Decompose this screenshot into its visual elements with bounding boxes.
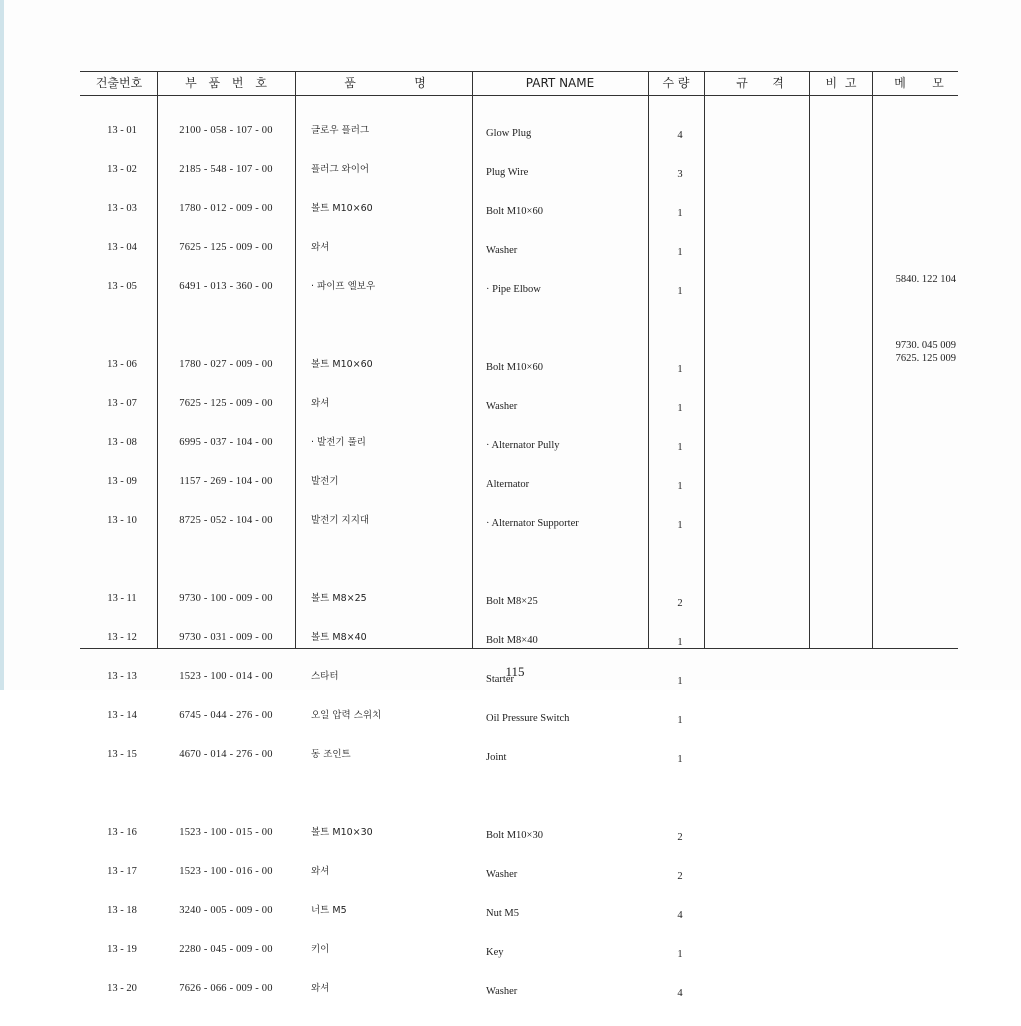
- col-divider: [295, 71, 296, 649]
- part-no: 1780 - 012 - 009 - 00: [179, 203, 273, 214]
- assembly-no: 13 - 10: [107, 515, 137, 526]
- korean-name-column: [311, 98, 461, 1021]
- korean-name: 와셔: [311, 983, 330, 994]
- part-no: 9730 - 031 - 009 - 00: [179, 632, 273, 643]
- assembly-no: 13 - 16: [107, 827, 137, 838]
- korean-name: 스타터: [311, 671, 339, 682]
- part-no: 3240 - 005 - 009 - 00: [179, 905, 273, 916]
- assembly-no-column: [92, 98, 152, 1021]
- memo-cell: 7625. 125 009: [895, 353, 956, 364]
- page-edge: [0, 0, 4, 690]
- assembly-no: 13 - 09: [107, 476, 137, 487]
- assembly-no: 13 - 05: [107, 281, 137, 292]
- assembly-no: 13 - 03: [107, 203, 137, 214]
- quantity: 2: [677, 832, 683, 843]
- part-no: 6491 - 013 - 360 - 00: [179, 281, 273, 292]
- part-no: 7625 - 125 - 009 - 00: [179, 242, 273, 253]
- quantity: 4: [677, 988, 683, 999]
- part-no: 1523 - 100 - 014 - 00: [179, 671, 273, 682]
- korean-name: 키이: [311, 944, 330, 955]
- header-name-ko-2: 명: [414, 76, 426, 90]
- korean-name: 발전기 지지대: [311, 515, 370, 526]
- part-no: 2280 - 045 - 009 - 00: [179, 944, 273, 955]
- part-name: Bolt M10×30: [486, 830, 543, 841]
- quantity: 2: [677, 598, 683, 609]
- part-name: Bolt M10×60: [486, 362, 543, 373]
- quantity: 4: [677, 910, 683, 921]
- part-name: Key: [486, 947, 504, 958]
- col-divider: [648, 71, 649, 649]
- assembly-no: 13 - 14: [107, 710, 137, 721]
- part-name: Oil Pressure Switch: [486, 713, 570, 724]
- korean-name: 오일 압력 스위치: [311, 710, 382, 721]
- part-name: Washer: [486, 986, 518, 997]
- quantity: 2: [677, 871, 683, 882]
- part-name: Washer: [486, 401, 518, 412]
- assembly-no: 13 - 04: [107, 242, 137, 253]
- part-no: 8725 - 052 - 104 - 00: [179, 515, 273, 526]
- part-no: 2100 - 058 - 107 - 00: [179, 125, 273, 136]
- assembly-no: 13 - 17: [107, 866, 137, 877]
- assembly-no: 13 - 12: [107, 632, 137, 643]
- memo-cell: 5840. 122 104: [895, 274, 956, 285]
- memo-cell: 9730. 045 009: [895, 340, 956, 351]
- part-name: Starter: [486, 674, 514, 685]
- korean-name: 동 조인트: [311, 749, 351, 760]
- assembly-no: 13 - 02: [107, 164, 137, 175]
- quantity: 1: [677, 403, 683, 414]
- part-name: Washer: [486, 869, 518, 880]
- part-name: Alternator: [486, 479, 530, 490]
- korean-name: · 파이프 엘보우: [311, 281, 376, 292]
- col-divider: [157, 71, 158, 649]
- korean-name: 플러그 와이어: [311, 164, 370, 175]
- quantity: 1: [677, 247, 683, 258]
- part-name: Joint: [486, 752, 507, 763]
- col-divider: [704, 71, 705, 649]
- header-memo-1: 메: [894, 76, 906, 90]
- quantity: 1: [677, 442, 683, 453]
- quantity: 3: [677, 169, 683, 180]
- quantity: 1: [677, 286, 683, 297]
- part-no: 1523 - 100 - 016 - 00: [179, 866, 273, 877]
- col-divider: [809, 71, 810, 649]
- header-part-no: 부 품 번 호: [185, 76, 267, 90]
- part-no: 1780 - 027 - 009 - 00: [179, 359, 273, 370]
- header-quantity: 수 량: [662, 76, 690, 90]
- part-name: · Alternator Supporter: [486, 518, 579, 529]
- korean-name: 와셔: [311, 866, 330, 877]
- part-no: 7625 - 125 - 009 - 00: [179, 398, 273, 409]
- korean-name: 발전기: [311, 476, 339, 487]
- assembly-no: 13 - 20: [107, 983, 137, 994]
- header-part-name: PART NAME: [525, 76, 595, 90]
- part-no: 4670 - 014 - 276 - 00: [179, 749, 273, 760]
- assembly-no: 13 - 19: [107, 944, 137, 955]
- assembly-no: 13 - 18: [107, 905, 137, 916]
- korean-name: 글로우 플러그: [311, 125, 370, 136]
- part-no: 2185 - 548 - 107 - 00: [179, 164, 273, 175]
- part-name: Nut M5: [486, 908, 519, 919]
- assembly-no: 13 - 11: [107, 593, 137, 604]
- header-remarks: 비 고: [825, 76, 857, 90]
- part-no: 1157 - 269 - 104 - 00: [179, 476, 273, 487]
- quantity: 1: [677, 481, 683, 492]
- assembly-no: 13 - 06: [107, 359, 137, 370]
- part-name: · Pipe Elbow: [486, 284, 541, 295]
- quantity: 4: [677, 130, 683, 141]
- korean-name: 볼트 M8×25: [311, 593, 367, 604]
- part-name-column: [486, 101, 646, 1024]
- part-name: Bolt M10×60: [486, 206, 543, 217]
- quantity: 1: [677, 754, 683, 765]
- part-no: 1523 - 100 - 015 - 00: [179, 827, 273, 838]
- quantity: 1: [677, 520, 683, 531]
- quantity: 1: [677, 637, 683, 648]
- header-spec-1: 규: [736, 76, 748, 90]
- korean-name: 너트 M5: [311, 905, 347, 916]
- header-name-ko-1: 품: [344, 76, 356, 90]
- header-spec-2: 격: [772, 76, 784, 90]
- page-number: 115: [505, 664, 525, 679]
- part-name: Glow Plug: [486, 128, 532, 139]
- assembly-no: 13 - 13: [107, 671, 137, 682]
- assembly-no: 13 - 15: [107, 749, 137, 760]
- assembly-no: 13 - 08: [107, 437, 137, 448]
- part-no: 7626 - 066 - 009 - 00: [179, 983, 273, 994]
- quantity: 1: [677, 676, 683, 687]
- table-header-rule: [80, 95, 958, 96]
- col-divider: [472, 71, 473, 649]
- header-assembly-no: 건출번호: [95, 76, 143, 90]
- quantity: 1: [677, 949, 683, 960]
- assembly-no: 13 - 07: [107, 398, 137, 409]
- part-name: Bolt M8×25: [486, 596, 538, 607]
- korean-name: 볼트 M10×30: [311, 827, 373, 838]
- quantity: 1: [677, 364, 683, 375]
- korean-name: 볼트 M8×40: [311, 632, 367, 643]
- quantity-column: [670, 103, 690, 1026]
- korean-name: · 발전기 풀리: [311, 437, 366, 448]
- part-name: Washer: [486, 245, 518, 256]
- korean-name: 와셔: [311, 242, 330, 253]
- part-no: 9730 - 100 - 009 - 00: [179, 593, 273, 604]
- part-name: Bolt M8×40: [486, 635, 538, 646]
- korean-name: 볼트 M10×60: [311, 203, 373, 214]
- part-name: · Alternator Pully: [486, 440, 560, 451]
- part-no: 6995 - 037 - 104 - 00: [179, 437, 273, 448]
- korean-name: 볼트 M10×60: [311, 359, 373, 370]
- part-no: 6745 - 044 - 276 - 00: [179, 710, 273, 721]
- quantity: 1: [677, 208, 683, 219]
- quantity: 1: [677, 715, 683, 726]
- assembly-no: 13 - 01: [107, 125, 137, 136]
- part-name: Plug Wire: [486, 167, 529, 178]
- korean-name: 와셔: [311, 398, 330, 409]
- part-no-column: [162, 98, 290, 1021]
- header-memo-2: 모: [932, 76, 944, 90]
